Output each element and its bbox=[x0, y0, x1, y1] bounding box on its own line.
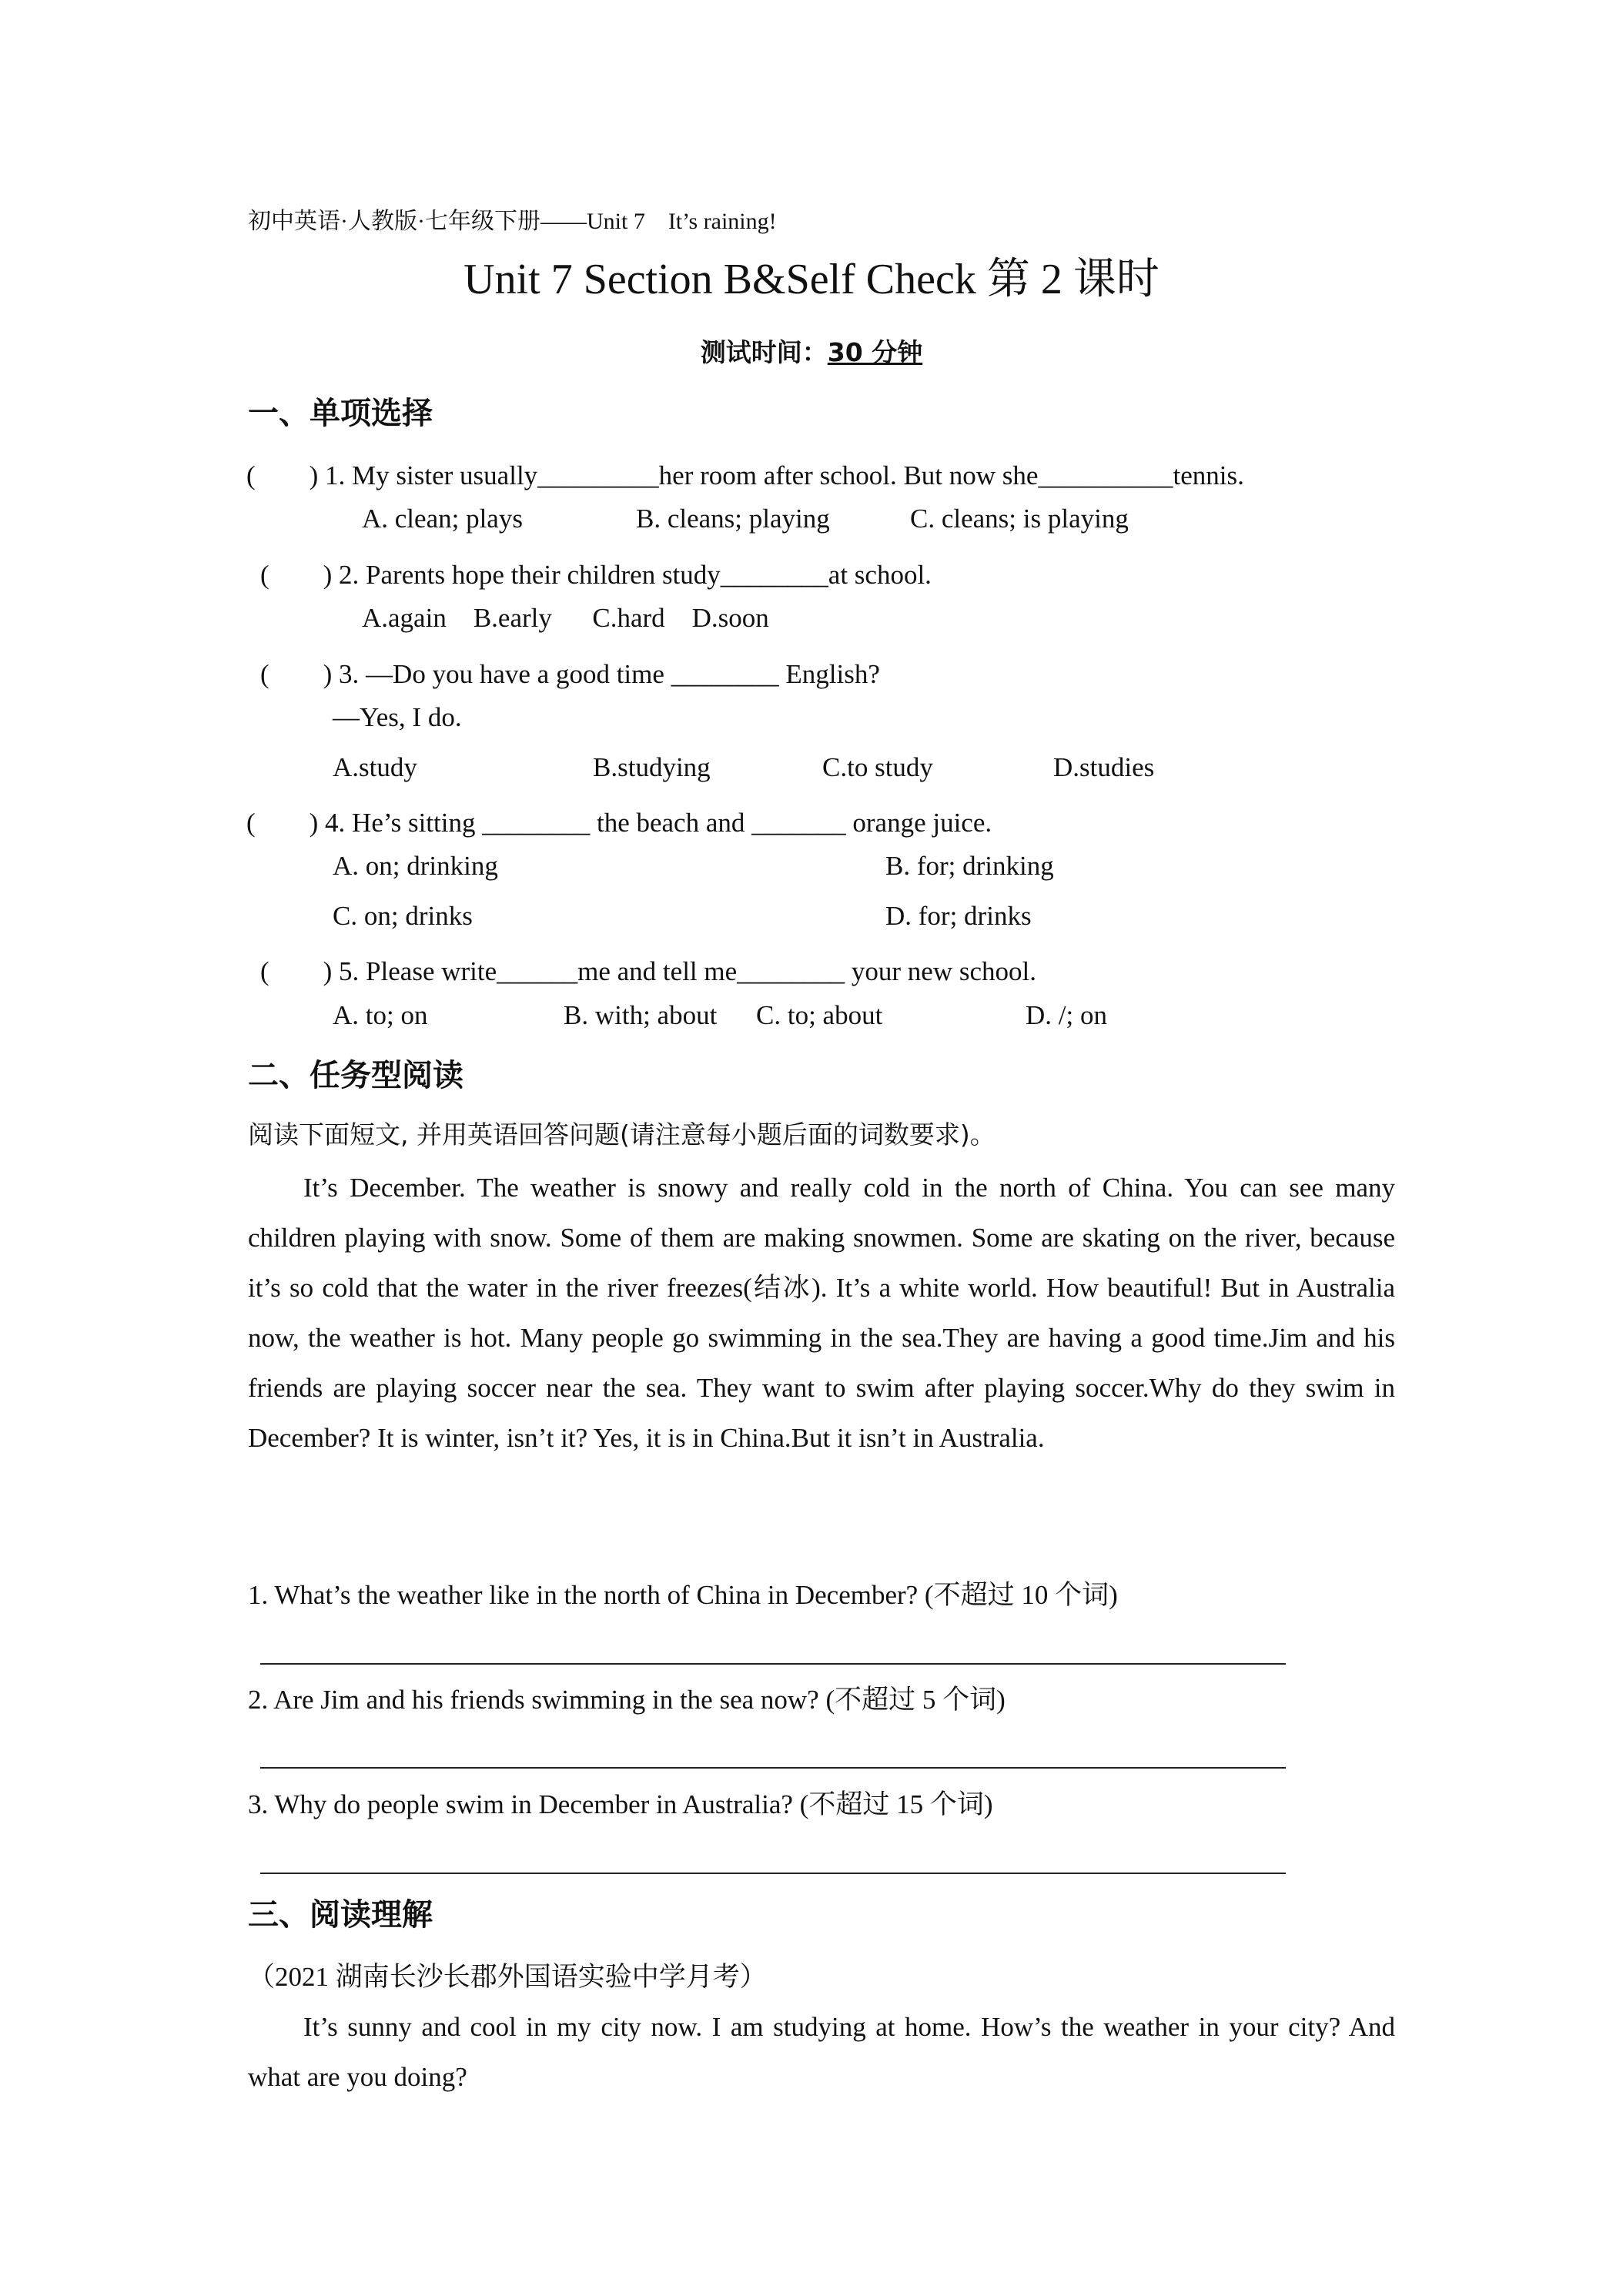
section-2-title: 二、任务型阅读 bbox=[248, 1058, 463, 1093]
q3-reply: —Yes, I do. bbox=[333, 702, 462, 732]
q4-option-a: A. on; drinking bbox=[333, 851, 498, 881]
section-3-title: 三、阅读理解 bbox=[248, 1897, 433, 1933]
q1-option-a: A. clean; plays bbox=[362, 504, 523, 534]
q4-option-d: D. for; drinks bbox=[885, 901, 1032, 931]
answer-line-2[interactable] bbox=[260, 1767, 1286, 1769]
q1-stem: ( ) 1. My sister usually_________her room after school. But now she__________tennis. bbox=[246, 460, 1244, 490]
q5-option-c: C. to; about bbox=[756, 1000, 883, 1030]
q3-option-a: A.study bbox=[333, 752, 417, 782]
q3-option-b: B.studying bbox=[593, 752, 711, 782]
q1-option-c: C. cleans; is playing bbox=[910, 504, 1129, 534]
q3-option-c: C.to study bbox=[822, 752, 933, 782]
q5-stem: ( ) 5. Please write______me and tell me________ your new school. bbox=[260, 956, 1036, 986]
test-time bbox=[0, 333, 1623, 369]
section-3-passage-text: It’s sunny and cool in my city now. I am studying at home. How’s the weather in your city? And what are you doing? bbox=[248, 2012, 1395, 2092]
q3-stem: ( ) 3. —Do you have a good time ________ English? bbox=[260, 659, 880, 689]
q5-option-a: A. to; on bbox=[333, 1000, 428, 1030]
answer-line-3[interactable] bbox=[260, 1873, 1286, 1874]
test-time-value: 30 分钟 bbox=[827, 337, 923, 367]
section-2-passage bbox=[248, 1163, 1395, 1463]
q2-stem: ( ) 2. Parents hope their children study________at school. bbox=[260, 560, 932, 590]
reading-question-1: 1. What’s the weather like in the north of China in December? (不超过 10 个词) bbox=[248, 1580, 1118, 1610]
reading-question-3: 3. Why do people swim in December in Australia? (不超过 15 个词) bbox=[248, 1789, 993, 1819]
answer-line-1[interactable] bbox=[260, 1663, 1286, 1665]
q4-option-b: B. for; drinking bbox=[885, 851, 1054, 881]
q2-options: A.again B.early C.hard D.soon bbox=[362, 603, 769, 633]
section-2-passage-text: It’s December. The weather is snowy and really cold in the north of China. You can see many children playing with snow. Some of them are making snowmen. Some are skating on the river, because it’s so cold that the water in the river freezes(结冰). It’s a white world. How beautiful! But in Australia now, the weather is hot. Many people go swimming in the sea.They are having a good time.Jim and his friends are playing soccer near the sea. They want to swim after playing soccer.Why do they swim in December? It is winter, isn’t it? Yes, it is in China.But it isn’t in Australia. bbox=[248, 1173, 1395, 1453]
section-2-instruction: 阅读下面短文, 并用英语回答问题(请注意每小题后面的词数要求)。 bbox=[248, 1120, 996, 1150]
q4-option-c: C. on; drinks bbox=[333, 901, 473, 931]
section-3-source: （2021 湖南长沙长郡外国语实验中学月考） bbox=[248, 1962, 767, 1992]
q4-stem: ( ) 4. He’s sitting ________ the beach and _______ orange juice. bbox=[246, 808, 992, 838]
section-1-title: 一、单项选择 bbox=[248, 396, 433, 431]
q3-option-d: D.studies bbox=[1053, 752, 1155, 782]
q5-option-d: D. /; on bbox=[1026, 1000, 1107, 1030]
page-header: 初中英语·人教版·七年级下册——Unit 7 It’s raining! bbox=[248, 209, 777, 234]
page-title: Unit 7 Section B&Self Check 第 2 课时 bbox=[463, 256, 1160, 303]
section-3-passage bbox=[248, 2002, 1395, 2102]
reading-question-2: 2. Are Jim and his friends swimming in the sea now? (不超过 5 个词) bbox=[248, 1685, 1006, 1715]
q5-option-b: B. with; about bbox=[564, 1000, 718, 1030]
test-time-label: 测试时间： bbox=[700, 337, 828, 367]
q1-option-b: B. cleans; playing bbox=[636, 504, 830, 534]
